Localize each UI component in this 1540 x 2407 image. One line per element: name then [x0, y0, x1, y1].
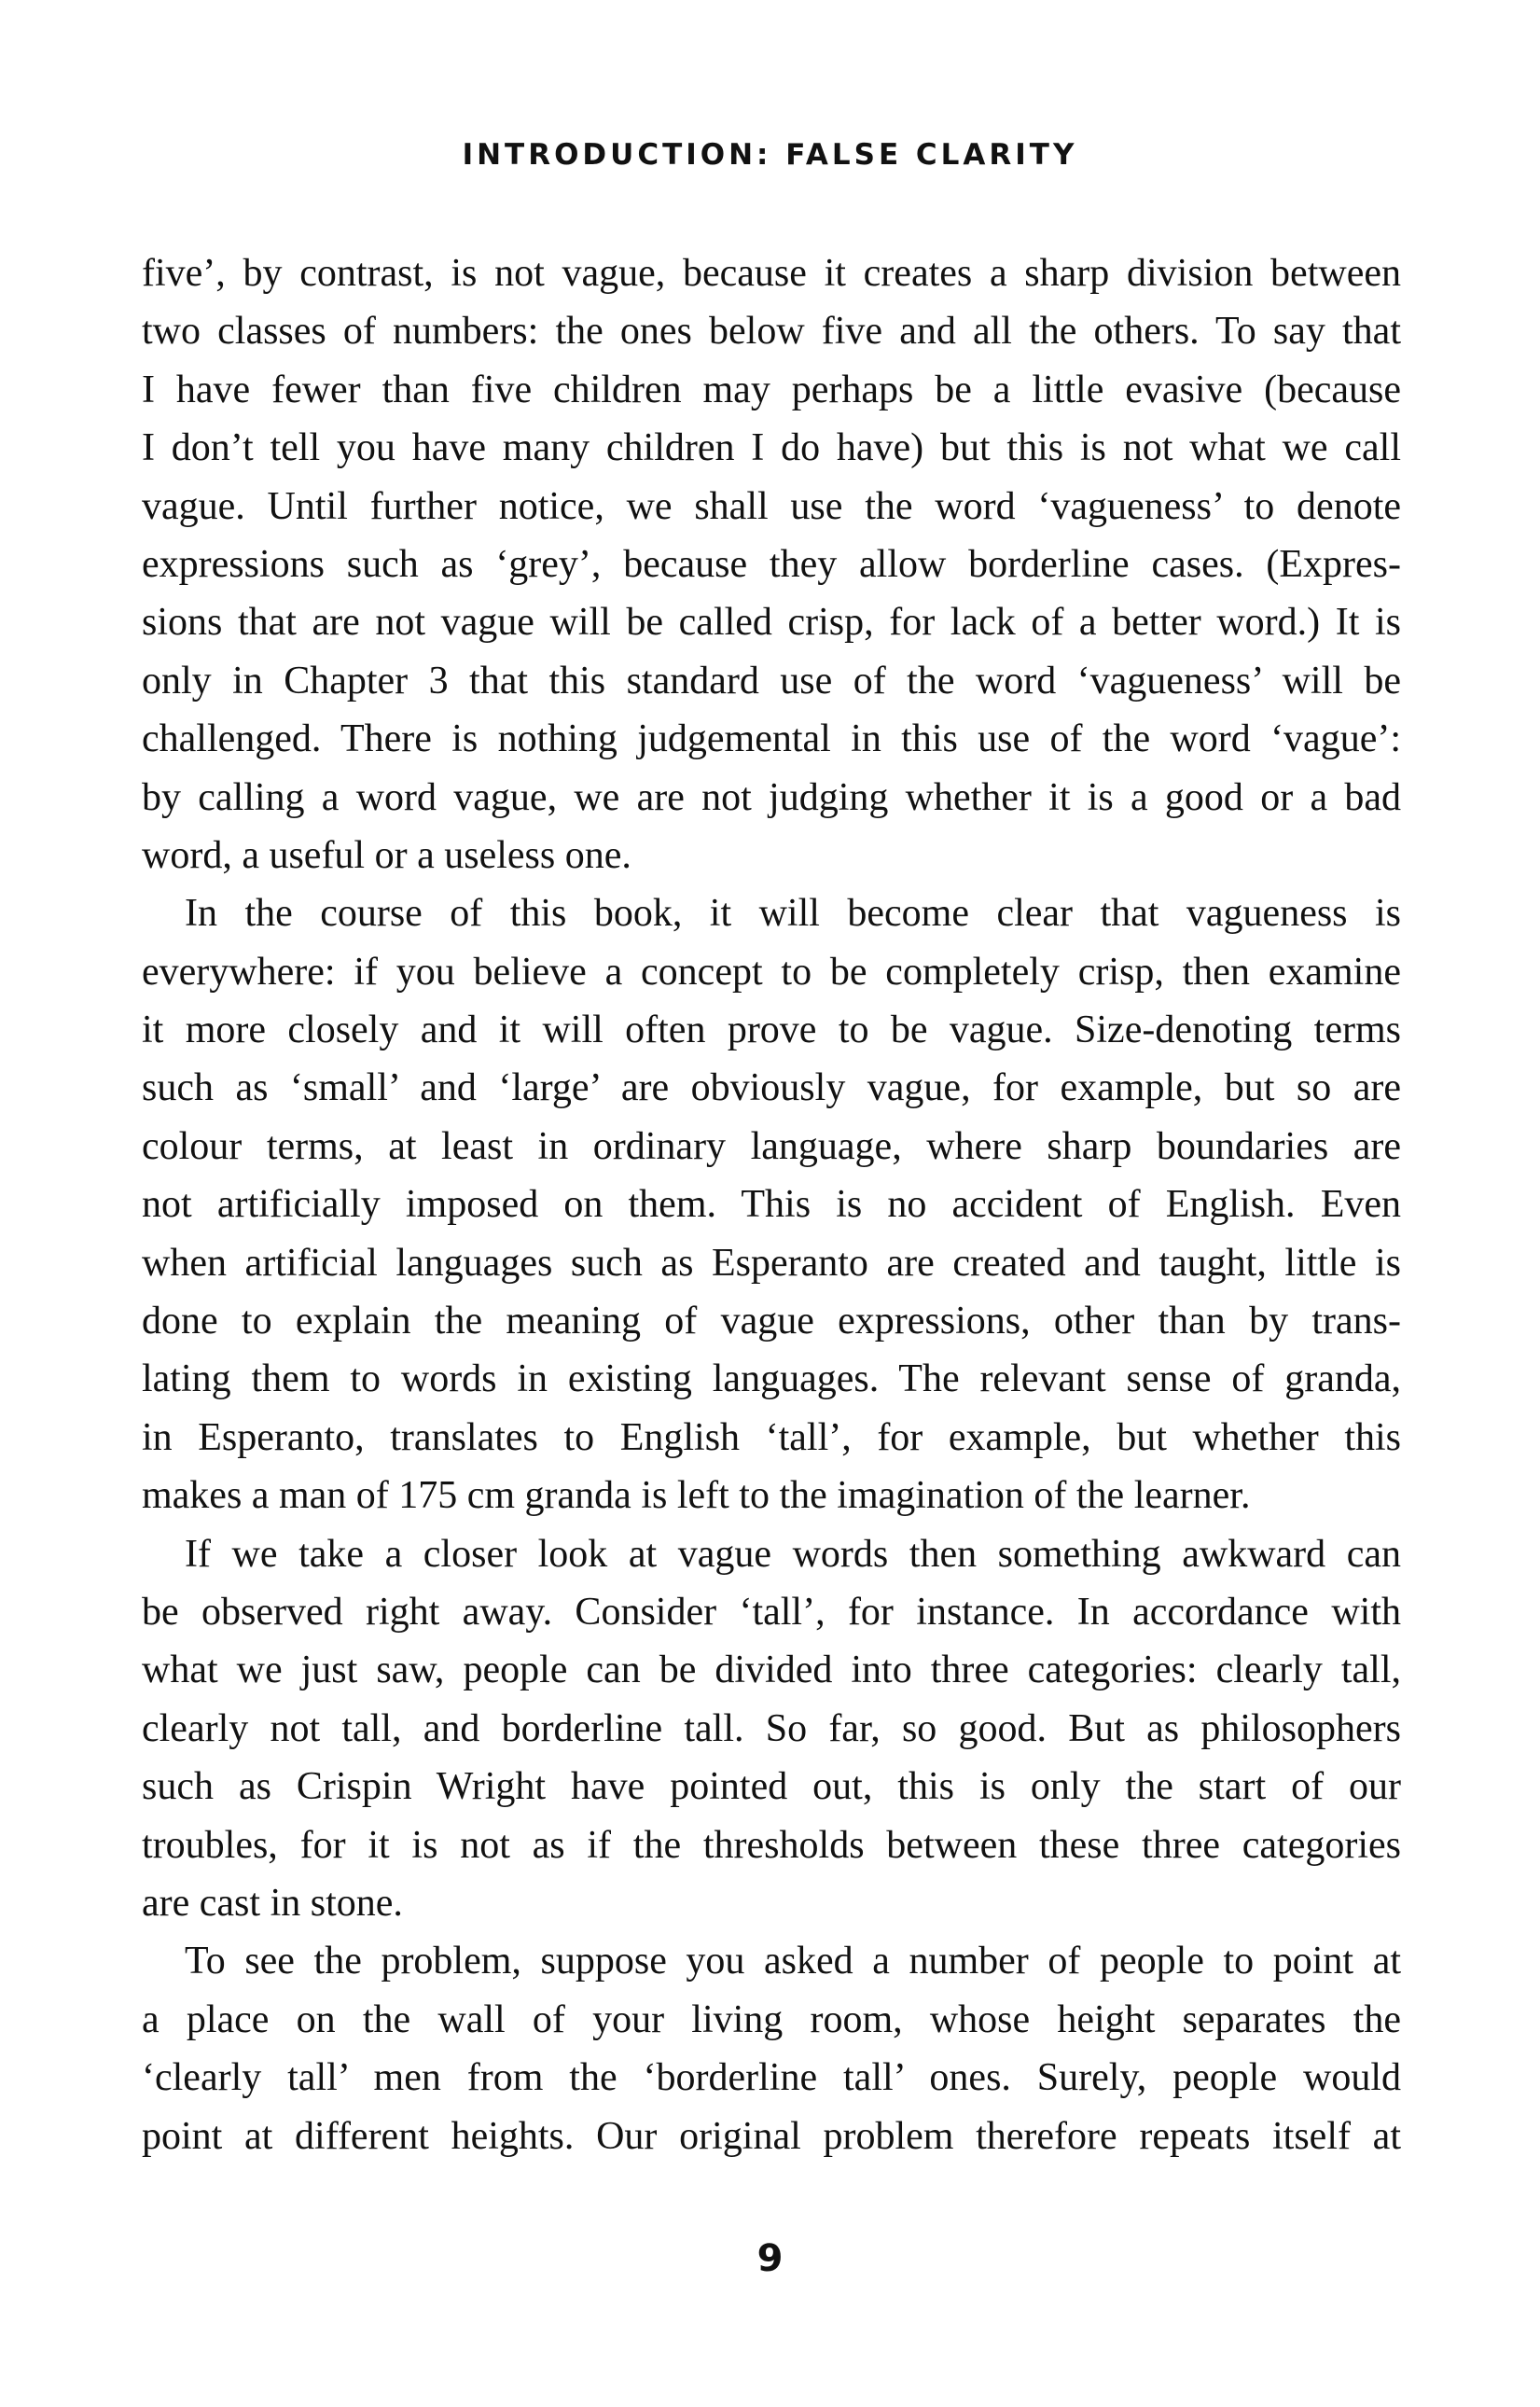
text-line: clearly not tall, and borderline tall. So far, so good. But as philosophers [142, 1706, 1401, 1750]
paragraph [142, 244, 1401, 884]
paragraph [142, 1525, 1401, 1933]
text-line: lating them to words in existing languages. The relevant sense of granda, [142, 1357, 1401, 1401]
text-line: To see the problem, suppose you asked a number of people to point at [185, 1940, 1401, 1983]
running-head: INTRODUCTION: FALSE CLARITY [462, 138, 1078, 172]
text-line: colour terms, at least in ordinary language, where sharp boundaries are [142, 1124, 1401, 1168]
text-line: two classes of numbers: the ones below five and all the others. To say that [142, 310, 1401, 354]
text-line: everywhere: if you believe a concept to be completely crisp, then examine [142, 950, 1401, 994]
text-line: a place on the wall of your living room, whose height separates the [142, 1997, 1401, 2041]
text-line: vague. Until further notice, we shall use the word ‘vagueness’ to denote [142, 484, 1401, 528]
text-line: when artificial languages such as Esperanto are created and taught, little is [142, 1241, 1401, 1285]
text-line: point at different heights. Our original problem therefore repeats itself at [142, 2114, 1401, 2158]
text-line: expressions such as ‘grey’, because they allow borderline cases. (Expres- [142, 542, 1401, 586]
text-line: not artificially imposed on them. This is no accident of English. Even [142, 1183, 1401, 1227]
text-line: by calling a word vague, we are not judging whether it is a good or a bad [142, 775, 1401, 819]
text-line: what we just saw, people can be divided into three categories: clearly tall, [142, 1649, 1401, 1692]
text-line: in Esperanto, translates to English ‘tall’, for example, but whether this [142, 1415, 1401, 1459]
text-line: done to explain the meaning of vague expressions, other than by trans- [142, 1300, 1401, 1343]
text-line: be observed right away. Consider ‘tall’, for instance. In accordance with [142, 1590, 1401, 1634]
text-line: sions that are not vague will be called crisp, for lack of a better word.) It is [142, 601, 1401, 645]
text-line: ‘clearly tall’ men from the ‘borderline tall’ ones. Surely, people would [142, 2056, 1401, 2100]
text-line: word, a useful or a useless one. [142, 833, 631, 877]
paragraph [142, 1932, 1401, 2165]
text-line: I have fewer than five children may perhaps be a little evasive (because [142, 368, 1401, 411]
text-line: makes a man of 175 cm granda is left to the imagination of the learner. [142, 1474, 1251, 1518]
text-line: In the course of this book, it will become clear that vagueness is [185, 892, 1401, 936]
body-text [142, 244, 1401, 2165]
text-line: troubles, for it is not as if the thresholds between these three categories [142, 1823, 1401, 1867]
text-line: If we take a closer look at vague words then something awkward can [185, 1532, 1401, 1576]
text-line: five’, by contrast, is not vague, because it creates a sharp division between [142, 252, 1401, 295]
text-line: it more closely and it will often prove to be vague. Size-denoting terms [142, 1009, 1401, 1052]
text-line: only in Chapter 3 that this standard use of the word ‘vagueness’ will be [142, 659, 1401, 703]
text-line: are cast in stone. [142, 1881, 403, 1925]
text-line: challenged. There is nothing judgemental in this use of the word ‘vague’: [142, 717, 1401, 761]
text-line: I don’t tell you have many children I do have) but this is not what we call [142, 426, 1401, 470]
paragraph [142, 884, 1401, 1524]
text-line: such as Crispin Wright have pointed out, this is only the start of our [142, 1765, 1401, 1809]
page-number: 9 [756, 2237, 784, 2280]
text-line: such as ‘small’ and ‘large’ are obviously vague, for example, but so are [142, 1066, 1401, 1110]
